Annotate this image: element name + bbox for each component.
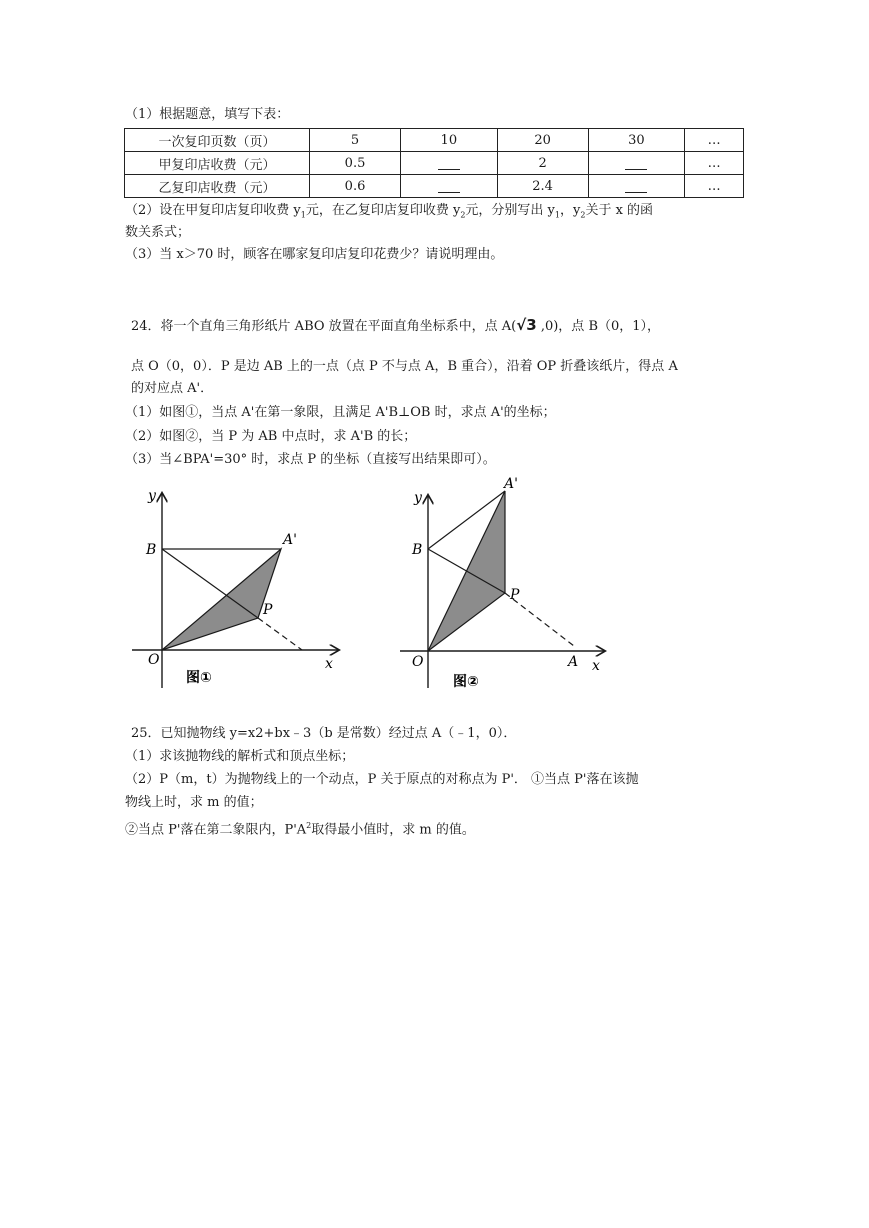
label-b: B: [412, 542, 423, 558]
figure-1: [130, 482, 360, 692]
figure-2: [398, 476, 613, 691]
table-cell: 20: [497, 129, 588, 152]
q24-line2: 点 O（0，0）．P 是边 AB 上的一点（点 P 不与点 A，B 重合），沿着 OP 折叠该纸片，得点 A: [131, 359, 678, 374]
label-o: O: [148, 652, 160, 668]
label-x: x: [592, 658, 600, 674]
dashed-pa: [258, 618, 302, 650]
q24-line1: 24．将一个直角三角形纸片 ABO 放置在平面直角坐标系中，点 A(√3 ,0)，点 B（0，1），: [131, 316, 661, 334]
label-a: A: [568, 654, 579, 670]
table-row: [125, 152, 744, 175]
figure-2-caption: 图②: [453, 674, 479, 690]
label-o: O: [412, 654, 424, 670]
q24-part1: （1）如图①，当点 A'在第一象限，且满足 A'B⊥OB 时，求点 A'的坐标；: [125, 405, 556, 420]
q24-part3: （3）当∠BPA'=30° 时，求点 P 的坐标（直接写出结果即可）。: [125, 452, 496, 467]
label-x: x: [325, 656, 333, 672]
q23-part2-line2: 数关系式；: [125, 225, 191, 240]
table-cell: 5: [310, 129, 401, 152]
q23-part3: （3）当 x＞70 时，顾客在哪家复印店复印花费少？请说明理由。: [125, 247, 504, 262]
table-row: [125, 129, 744, 152]
table-cell: 0.5: [310, 152, 401, 175]
sqrt-three: √3: [516, 316, 537, 334]
answer-blank: [438, 157, 460, 170]
table-cell: …: [685, 175, 744, 198]
label-b: B: [146, 542, 157, 558]
table-cell: 一次复印页数（页）: [125, 129, 310, 152]
table-cell: …: [685, 129, 744, 152]
answer-blank: [625, 157, 647, 170]
fee-table: [124, 128, 744, 198]
label-a-prime: A': [504, 476, 518, 492]
label-y: y: [148, 488, 156, 504]
q25-part2-line2: 物线上时，求 m 的值；: [125, 795, 263, 810]
table-row: [125, 175, 744, 198]
blank-cell: [588, 152, 685, 175]
table-cell: 乙复印店收费（元）: [125, 175, 310, 198]
table-cell: 30: [588, 129, 685, 152]
table-cell: 甲复印店收费（元）: [125, 152, 310, 175]
table-cell: 10: [401, 129, 498, 152]
q25-line1: 25．已知抛物线 y=x2+bx﹣3（b 是常数）经过点 A（﹣1，0）．: [131, 726, 517, 741]
figure-1-caption: 图①: [186, 670, 212, 686]
table-cell: 2: [497, 152, 588, 175]
label-p: P: [510, 587, 520, 603]
blank-cell: [401, 175, 498, 198]
answer-blank: [625, 180, 647, 193]
q25-part2: （2）P（m，t）为抛物线上的一个动点，P 关于原点的对称点为 P'． ①当点 P'落在该抛: [125, 772, 639, 787]
q25-part2-line3: ②当点 P'落在第二象限内，$P'A^2$取得最小值时，求 m 的值。: [125, 821, 475, 838]
answer-blank: [438, 180, 460, 193]
q25-part1: （1）求该抛物线的解析式和顶点坐标；: [125, 749, 355, 764]
label-a-prime: A': [283, 532, 297, 548]
blank-cell: [588, 175, 685, 198]
folded-triangle: [162, 549, 281, 650]
q24-line3: 的对应点 A'．: [131, 381, 214, 396]
table-cell: …: [685, 152, 744, 175]
table-cell: 2.4: [497, 175, 588, 198]
q23-part2: （2）设在甲复印店复印收费 $y_1$元，在乙复印店复印收费 $y_2$元，分别写出 $y_1$，$y_2$关于 x 的函: [125, 203, 654, 220]
table-cell: 0.6: [310, 175, 401, 198]
q24-part2: （2）如图②，当 P 为 AB 中点时，求 A'B 的长；: [125, 429, 417, 444]
blank-cell: [401, 152, 498, 175]
label-y: y: [414, 490, 422, 506]
label-p: P: [263, 602, 273, 618]
q23-part1: （1）根据题意，填写下表：: [125, 107, 290, 122]
